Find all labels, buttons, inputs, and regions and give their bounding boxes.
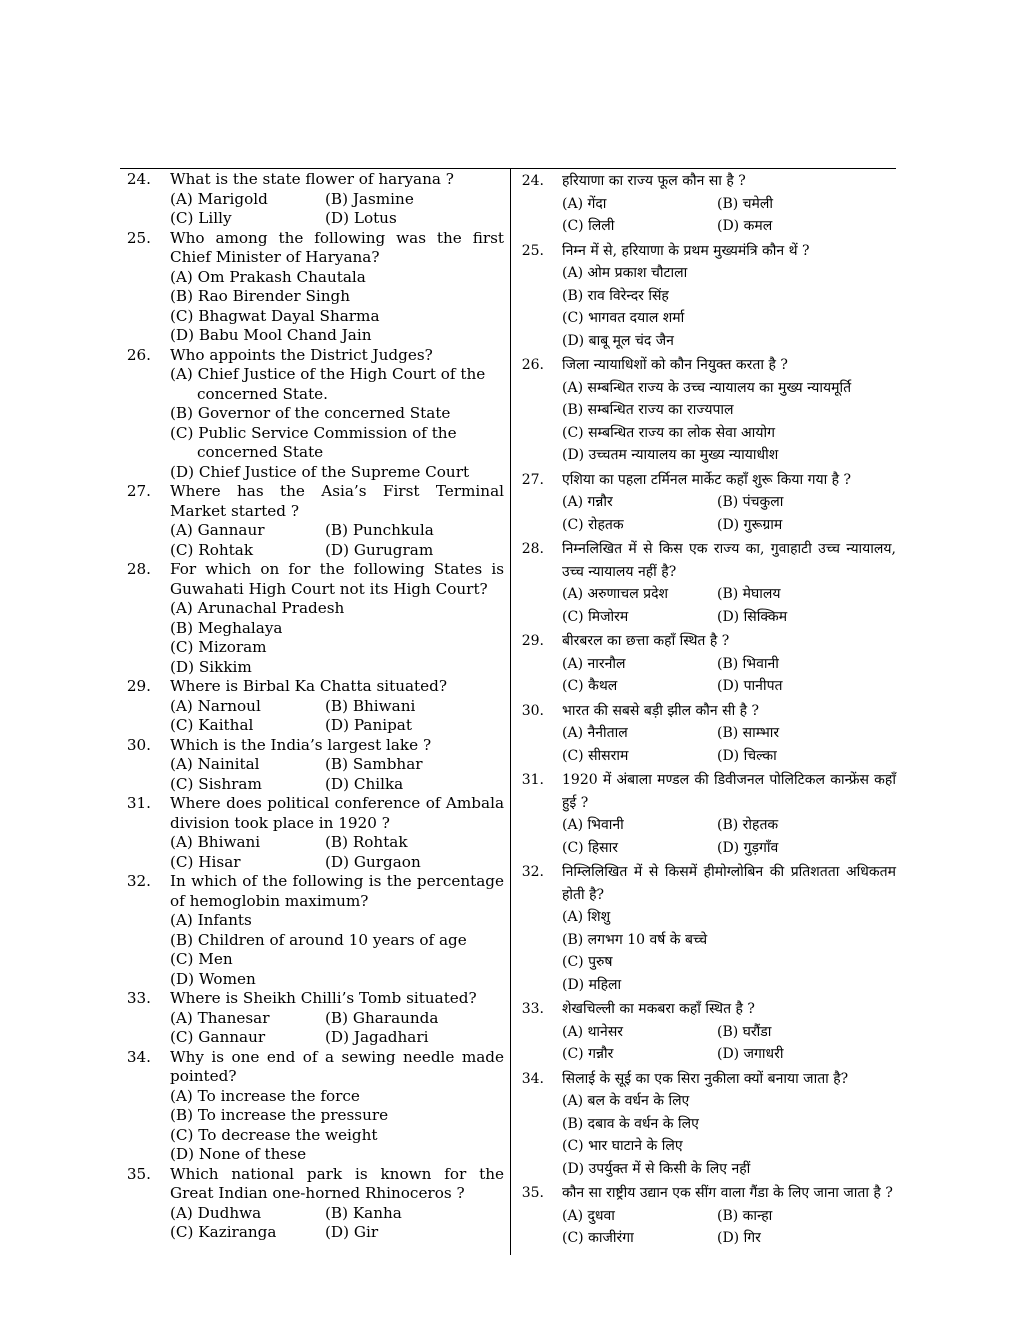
hindi-question-34 bbox=[514, 1068, 896, 1181]
english-question-33 bbox=[120, 989, 504, 1048]
option-d: (D) Jagadhari bbox=[325, 1028, 429, 1046]
option-b: (B) चमेली bbox=[717, 195, 774, 212]
question-text: 1920 में अंबाला मण्डल की डिवीजनल पोलिटिकल कान्फ्रेंस कहाँ हुई ? bbox=[562, 772, 896, 811]
options bbox=[170, 1204, 504, 1243]
options bbox=[170, 833, 504, 872]
option-d: (D) उच्चतम न्यायालय का मुख्य न्यायाधीश bbox=[562, 447, 779, 463]
option-b: (B) कान्हा bbox=[717, 1207, 773, 1224]
english-question-29 bbox=[120, 677, 504, 736]
option-b: (B) पंचकुला bbox=[717, 494, 784, 510]
option-b: (B) Rohtak bbox=[325, 833, 408, 851]
question-number: 33. bbox=[521, 1001, 544, 1017]
option-a: (A) बल के वर्धन के लिए bbox=[562, 1093, 690, 1109]
option-a: (A) Chief Justice of the High Court of the concerned State. bbox=[170, 365, 486, 403]
option-a: (A) Dudhwa bbox=[170, 1203, 262, 1222]
option-d: (D) जगाधरी bbox=[717, 1046, 784, 1062]
english-question-26 bbox=[120, 346, 504, 483]
question-number: 24. bbox=[126, 170, 151, 188]
question-text: Which is the India’s largest lake ? bbox=[170, 735, 432, 754]
english-question-25 bbox=[120, 229, 504, 346]
option-d: (D) बाबू मूल चंद जैन bbox=[562, 332, 674, 349]
english-question-35 bbox=[120, 1165, 504, 1243]
question-text: जिला न्यायाधिशों को कौन नियुक्त करता है ? bbox=[562, 357, 788, 373]
options bbox=[562, 1205, 896, 1250]
question-number: 30. bbox=[126, 735, 151, 754]
option-c: (C) भागवत दयाल शर्मा bbox=[562, 310, 685, 326]
option-d: (D) चिल्का bbox=[717, 747, 777, 764]
option-c: (C) Bhagwat Dayal Sharma bbox=[170, 306, 380, 325]
options bbox=[562, 262, 896, 352]
option-b: (B) Meghalaya bbox=[170, 618, 283, 637]
question-number: 32. bbox=[126, 872, 151, 890]
option-b: (B) Children of around 10 years of age bbox=[170, 930, 467, 949]
hindi-question-35 bbox=[514, 1182, 896, 1250]
option-c: (C) Sishram bbox=[170, 774, 262, 793]
english-question-24 bbox=[120, 170, 504, 229]
hindi-question-28 bbox=[514, 538, 896, 628]
hindi-question-30 bbox=[514, 700, 896, 768]
question-number: 27. bbox=[521, 471, 544, 488]
option-c: (C) भार घाटाने के लिए bbox=[562, 1138, 683, 1154]
option-a: (A) Om Prakash Chautala bbox=[170, 267, 366, 286]
question-number: 26. bbox=[521, 357, 544, 373]
option-b: (B) मेघालय bbox=[717, 586, 781, 602]
question-text: For which on for the following States is Guwahati High Court not its High Court? bbox=[170, 560, 504, 598]
option-d: (D) Lotus bbox=[325, 209, 397, 227]
question-text: Where does political conference of Ambala division took place in 1920 ? bbox=[170, 794, 504, 832]
option-a: (A) Bhiwani bbox=[170, 833, 261, 851]
option-b: (B) Bhiwani bbox=[325, 696, 416, 715]
option-a: (A) Infants bbox=[170, 911, 252, 929]
question-number: 35. bbox=[521, 1185, 544, 1201]
english-question-32 bbox=[120, 872, 504, 989]
option-d: (D) Babu Mool Chand Jain bbox=[170, 326, 372, 344]
option-c: (C) सीसराम bbox=[562, 747, 629, 764]
english-question-27 bbox=[120, 482, 504, 560]
options bbox=[562, 722, 896, 767]
options bbox=[170, 911, 504, 989]
option-a: (A) थानेसर bbox=[562, 1023, 624, 1040]
option-a: (A) Arunachal Pradesh bbox=[170, 599, 345, 617]
option-c: (C) रोहतक bbox=[562, 516, 624, 533]
question-text: कौन सा राष्ट्रीय उद्यान एक सींग वाला गैंडा के लिए जाना जाता है ? bbox=[562, 1185, 893, 1201]
option-c: (C) पुरुष bbox=[562, 954, 613, 970]
option-a: (A) गन्नौर bbox=[562, 494, 613, 510]
question-text: शेखचिल्ली का मकबरा कहाँ स्थित है ? bbox=[562, 1001, 755, 1017]
option-c: (C) To decrease the weight bbox=[170, 1125, 378, 1144]
option-d: (D) Gurugram bbox=[325, 540, 434, 559]
option-d: (D) Women bbox=[170, 969, 256, 988]
option-d: (D) उपर्युक्त में से किसी के लिए नहीं bbox=[562, 1160, 751, 1177]
english-question-28 bbox=[120, 560, 504, 677]
option-b: (B) सम्बन्धित राज्य का राज्यपाल bbox=[562, 402, 734, 418]
hindi-question-33 bbox=[514, 998, 896, 1066]
english-question-34 bbox=[120, 1048, 504, 1165]
option-d: (D) गुड़गाँव bbox=[717, 839, 779, 856]
option-d: (D) सिक्किम bbox=[717, 608, 788, 625]
question-text: Where is Sheikh Chilli’s Tomb situated? bbox=[170, 989, 477, 1007]
option-b: (B) घरौंडा bbox=[717, 1023, 772, 1040]
question-number: 28. bbox=[521, 541, 544, 557]
option-c: (C) लिली bbox=[562, 218, 615, 234]
option-c: (C) Kaithal bbox=[170, 716, 254, 734]
question-number: 33. bbox=[126, 989, 151, 1007]
option-c: (C) Lilly bbox=[170, 209, 232, 227]
hindi-question-29 bbox=[514, 630, 896, 698]
option-b: (B) साम्भार bbox=[717, 725, 780, 741]
question-text: एशिया का पहला टर्मिनल मार्केट कहाँ शुरू किया गया है ? bbox=[562, 471, 852, 488]
english-question-31 bbox=[120, 794, 504, 872]
question-number: 29. bbox=[126, 677, 151, 695]
question-text: Which national park is known for the Great Indian one-horned Rhinoceros ? bbox=[170, 1164, 504, 1202]
option-a: (A) Nainital bbox=[170, 755, 260, 773]
option-b: (B) Sambhar bbox=[325, 755, 423, 773]
options bbox=[170, 1009, 504, 1048]
option-c: (C) Men bbox=[170, 950, 233, 968]
option-b: (B) राव विरेन्दर सिंह bbox=[562, 287, 669, 304]
option-d: (D) गुरूग्राम bbox=[717, 516, 783, 533]
option-d: (D) Gurgaon bbox=[325, 852, 421, 871]
option-c: (C) Hisar bbox=[170, 852, 241, 871]
question-number: 34. bbox=[126, 1047, 151, 1066]
options bbox=[562, 814, 896, 859]
option-c: (C) Gannaur bbox=[170, 1028, 266, 1046]
options bbox=[562, 583, 896, 628]
question-number: 26. bbox=[126, 345, 151, 364]
option-b: (B) Gharaunda bbox=[325, 1008, 439, 1027]
option-d: (D) Chief Justice of the Supreme Court bbox=[170, 462, 470, 481]
question-number: 24. bbox=[521, 173, 544, 189]
option-a: (A) Gannaur bbox=[170, 521, 265, 539]
hindi-column bbox=[514, 170, 896, 1250]
question-text: Why is one end of a sewing needle made pointed? bbox=[170, 1047, 504, 1085]
option-d: (D) None of these bbox=[170, 1145, 307, 1163]
question-text: बीरबरल का छत्ता कहाँ स्थित है ? bbox=[562, 633, 730, 649]
hindi-question-32 bbox=[514, 861, 896, 996]
option-a: (A) ओम प्रकाश चौटाला bbox=[562, 265, 688, 281]
option-a: (A) Narnoul bbox=[170, 696, 261, 715]
question-text: Where has the Asia’s First Terminal Market started ? bbox=[170, 482, 504, 520]
option-c: (C) सम्बन्धित राज्य का लोक सेवा आयोग bbox=[562, 424, 775, 441]
option-d: (D) Panipat bbox=[325, 716, 412, 734]
options bbox=[170, 268, 504, 346]
option-b: (B) To increase the pressure bbox=[170, 1106, 389, 1124]
options bbox=[562, 1021, 896, 1066]
hindi-question-26 bbox=[514, 354, 896, 467]
option-c: (C) Kaziranga bbox=[170, 1223, 277, 1241]
question-number: 29. bbox=[521, 633, 544, 649]
top-rule bbox=[120, 168, 896, 169]
option-a: (A) Marigold bbox=[170, 189, 268, 208]
options bbox=[562, 1090, 896, 1180]
english-question-30 bbox=[120, 736, 504, 795]
option-a: (A) अरुणाचल प्रदेश bbox=[562, 586, 669, 602]
options bbox=[170, 521, 504, 560]
options bbox=[170, 190, 504, 229]
options bbox=[562, 193, 896, 238]
question-text: भारत की सबसे बड़ी झील कौन सी है ? bbox=[562, 702, 760, 719]
question-number: 27. bbox=[126, 482, 151, 500]
question-text: निम्नलिखित में से किस एक राज्य का, गुवाहाटी उच्च न्यायालय, उच्च न्यायालय नहीं है? bbox=[562, 541, 896, 580]
question-text: Who among the following was the first Chief Minister of Haryana? bbox=[170, 228, 504, 266]
question-number: 34. bbox=[521, 1070, 544, 1087]
options bbox=[170, 697, 504, 736]
hindi-question-24 bbox=[514, 170, 896, 238]
question-text: What is the state flower of haryana ? bbox=[170, 170, 454, 188]
option-b: (B) दबाव के वर्धन के लिए bbox=[562, 1115, 699, 1132]
english-column bbox=[120, 170, 504, 1243]
option-a: (A) गेंदा bbox=[562, 195, 607, 212]
options bbox=[562, 906, 896, 996]
options bbox=[170, 599, 504, 677]
question-text: निम्न में से, हरियाणा के प्रथम मुख्यमंत्रि कौन थें ? bbox=[562, 242, 810, 259]
question-number: 25. bbox=[521, 242, 544, 259]
options bbox=[170, 755, 504, 794]
option-d: (D) Sikkim bbox=[170, 657, 252, 676]
option-b: (B) Punchkula bbox=[325, 521, 434, 539]
option-d: (D) कमल bbox=[717, 218, 773, 234]
option-b: (B) Kanha bbox=[325, 1203, 402, 1222]
option-d: (D) Gir bbox=[325, 1223, 379, 1241]
question-number: 25. bbox=[126, 228, 151, 247]
options bbox=[170, 1087, 504, 1165]
option-a: (A) सम्बन्धित राज्य के उच्च न्यायालय का मुख्य न्यायमूर्ति bbox=[562, 379, 852, 396]
question-text: सिलाई के सूई का एक सिरा नुकीला क्यों बनाया जाता है? bbox=[562, 1070, 849, 1087]
option-c: (C) गन्नौर bbox=[562, 1046, 614, 1062]
question-text: In which of the following is the percentage of hemoglobin maximum? bbox=[170, 872, 504, 910]
hindi-question-31 bbox=[514, 769, 896, 859]
option-a: (A) नारनौल bbox=[562, 655, 626, 672]
option-c: (C) मिजोरम bbox=[562, 608, 629, 625]
options bbox=[170, 365, 504, 482]
option-a: (A) शिशु bbox=[562, 909, 611, 925]
option-d: (D) गिर bbox=[717, 1230, 761, 1246]
option-b: (B) Jasmine bbox=[325, 189, 414, 208]
question-text: Who appoints the District Judges? bbox=[170, 345, 433, 364]
option-d: (D) महिला bbox=[562, 976, 622, 993]
option-a: (A) नैनीताल bbox=[562, 725, 628, 741]
option-b: (B) Governor of the concerned State bbox=[170, 404, 451, 422]
option-c: (C) Rohtak bbox=[170, 540, 254, 559]
options bbox=[562, 653, 896, 698]
options bbox=[562, 377, 896, 467]
question-number: 30. bbox=[521, 702, 544, 719]
question-number: 31. bbox=[521, 772, 544, 788]
question-text: हरियाणा का राज्य फूल कौन सा है ? bbox=[562, 173, 746, 189]
option-a: (A) दुधवा bbox=[562, 1207, 615, 1224]
question-number: 35. bbox=[126, 1164, 151, 1183]
question-number: 32. bbox=[521, 864, 544, 880]
option-b: (B) लगभग 10 वर्ष के बच्चे bbox=[562, 931, 708, 948]
option-b: (B) Rao Birender Singh bbox=[170, 287, 351, 305]
option-b: (B) रोहतक bbox=[717, 817, 779, 833]
option-c: (C) काजीरंगा bbox=[562, 1230, 634, 1246]
hindi-question-25 bbox=[514, 240, 896, 353]
question-number: 28. bbox=[126, 560, 151, 578]
option-c: (C) Public Service Commission of the concerned State bbox=[170, 423, 457, 461]
option-a: (A) भिवानी bbox=[562, 817, 624, 833]
option-a: (A) Thanesar bbox=[170, 1008, 270, 1027]
question-text: निम्लिलिखित में से किसमें हीमोग्लोबिन की प्रतिशतता अधिकतम होती है? bbox=[562, 864, 896, 903]
options bbox=[562, 491, 896, 536]
option-c: (C) हिसार bbox=[562, 839, 618, 856]
option-a: (A) To increase the force bbox=[170, 1086, 360, 1105]
column-divider bbox=[510, 169, 511, 1255]
option-d: (D) Chilka bbox=[325, 774, 404, 793]
option-b: (B) भिवानी bbox=[717, 655, 779, 672]
option-d: (D) पानीपत bbox=[717, 678, 783, 694]
hindi-question-27 bbox=[514, 469, 896, 537]
question-text: Where is Birbal Ka Chatta situated? bbox=[170, 677, 447, 695]
question-number: 31. bbox=[126, 794, 151, 812]
option-c: (C) Mizoram bbox=[170, 638, 267, 656]
option-c: (C) कैथल bbox=[562, 678, 618, 694]
